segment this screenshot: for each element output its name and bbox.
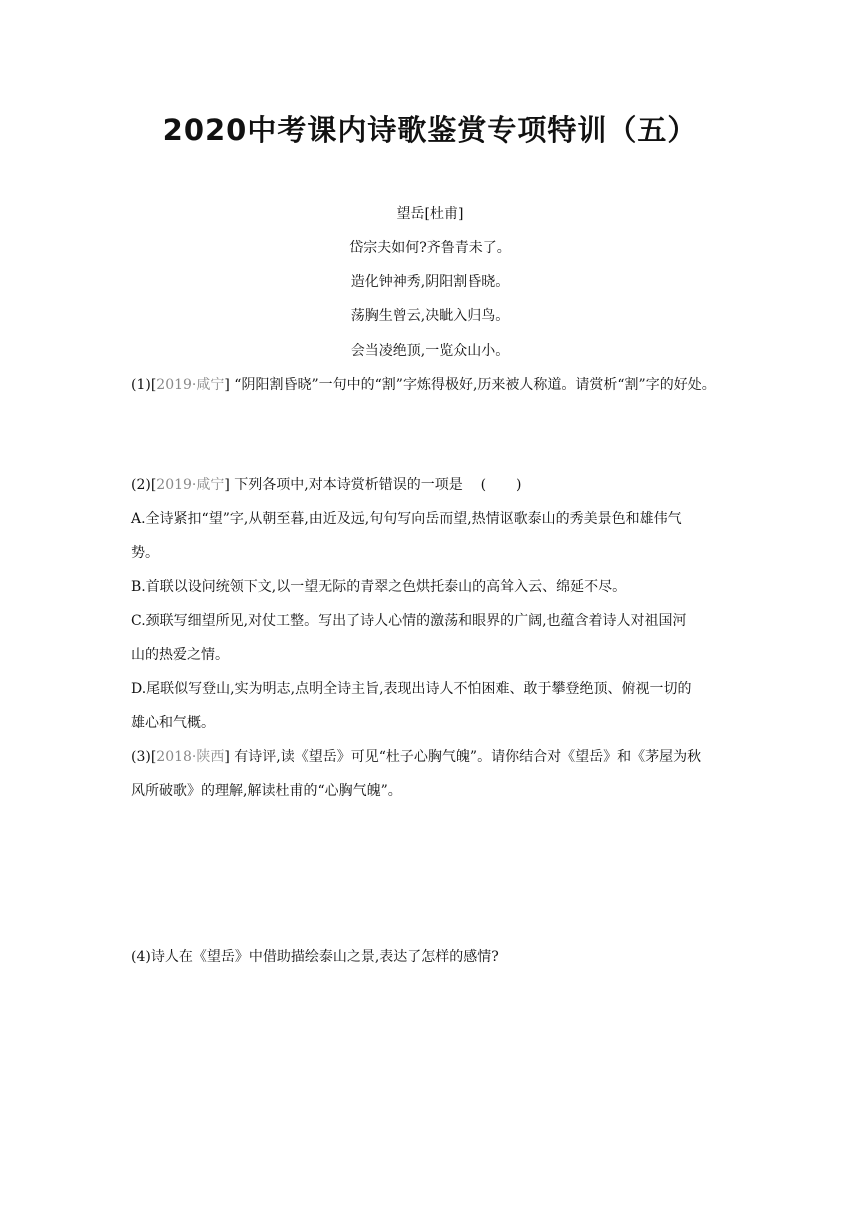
question-text: “阴阳割昏晓”一句中的“割”字炼得极好,历来被人称道。请赏析“割”字的好处。 xyxy=(229,377,716,393)
question-text: 下列各项中,对本诗赏析错误的一项是 xyxy=(229,477,463,493)
poem-line: 会当凌绝顶,一览众山小。 xyxy=(350,343,510,359)
question-source: 2018·陕西 xyxy=(156,749,225,765)
question-bracket: ] xyxy=(224,377,230,393)
option-a-cont: 势。 xyxy=(131,545,159,561)
poem-line: 岱宗夫如何?齐鲁青未了。 xyxy=(349,240,511,256)
answer-paren-close: ) xyxy=(516,477,522,493)
option-d-cont: 雄心和气概。 xyxy=(131,715,215,731)
question-number: (1)[ xyxy=(131,377,157,393)
question-bracket: ] xyxy=(224,749,230,765)
question-source: 2019·咸宁 xyxy=(156,477,225,493)
poem-heading: 望岳[杜甫] xyxy=(396,206,464,222)
answer-paren-open: ( xyxy=(480,477,487,493)
question-2 xyxy=(131,474,522,494)
page-title: 2020中考课内诗歌鉴赏专项特训（五） xyxy=(162,113,698,147)
question-3 xyxy=(131,746,701,766)
question-3-cont: 风所破歌》的理解,解读杜甫的“心胸气魄”。 xyxy=(131,783,402,799)
question-source: 2019·咸宁 xyxy=(156,377,225,393)
option-c-cont: 山的热爱之情。 xyxy=(131,647,229,663)
option-c: C.颈联写细望所见,对仗工整。写出了诗人心情的激荡和眼界的广阔,也蕴含着诗人对祖国河 xyxy=(131,613,687,629)
option-b: B.首联以设问统领下文,以一望无际的青翠之色烘托泰山的高耸入云、绵延不尽。 xyxy=(131,579,627,595)
question-number: (2)[ xyxy=(131,477,157,493)
question-bracket: ] xyxy=(224,477,230,493)
option-a: A.全诗紧扣“望”字,从朝至暮,由近及远,句句写向岳而望,热情讴歌泰山的秀美景色和雄伟气 xyxy=(131,511,682,527)
question-4: (4)诗人在《望岳》中借助描绘泰山之景,表达了怎样的感情? xyxy=(131,949,499,965)
option-d: D.尾联似写登山,实为明志,点明全诗主旨,表现出诗人不怕困难、敢于攀登绝顶、俯视一切的 xyxy=(131,681,692,697)
poem-line: 造化钟神秀,阴阳割昏晓。 xyxy=(350,274,510,290)
question-number: (3)[ xyxy=(131,749,157,765)
question-1 xyxy=(131,374,716,394)
question-text: 有诗评,读《望岳》可见“杜子心胸气魄”。请你结合对《望岳》和《茅屋为秋 xyxy=(229,749,702,765)
poem-line: 荡胸生曾云,决眦入归鸟。 xyxy=(350,308,510,324)
